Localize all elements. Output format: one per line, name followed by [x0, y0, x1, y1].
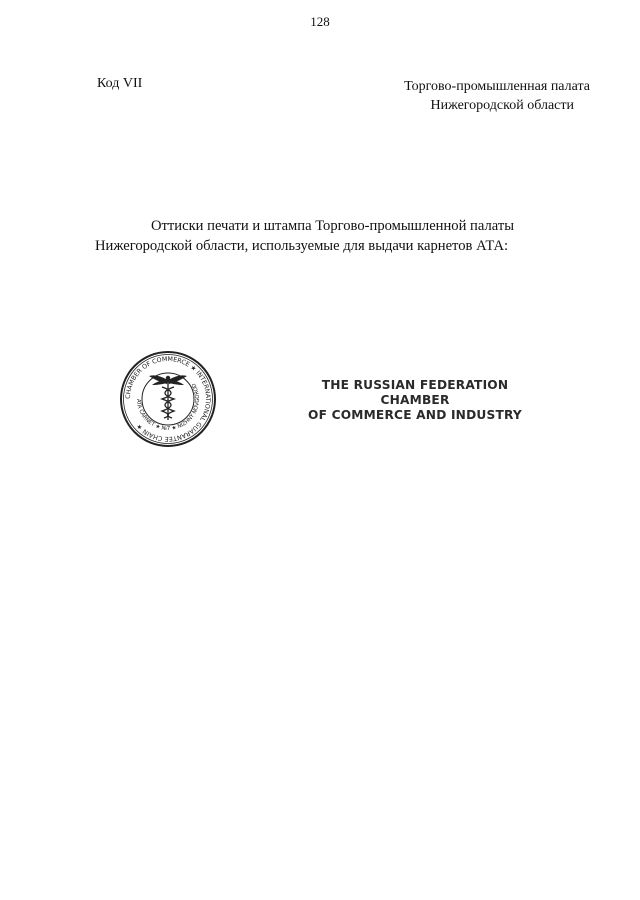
organization-block: [330, 77, 590, 115]
caption-line-2: Нижегородской области, используемые для выдачи карнетов АТА:: [95, 238, 509, 254]
organization-line-2: Нижегородской области: [430, 98, 574, 113]
stamp-line-1: THE RUSSIAN FEDERATION CHAMBER: [321, 378, 509, 407]
seal-outer-text: CHAMBER OF COMMERCE ★ INTERNATIONAL GUARANTEE CHAIN ★: [124, 355, 212, 443]
seal-inner-text: ATA CARNET ★ №7 ★ NIZHNY NOVGOROD: [134, 381, 202, 433]
code-label: Код VII: [97, 76, 143, 91]
caption-line-1: Оттиски печати и штампа Торгово-промышленной палаты: [151, 218, 515, 234]
caption: [95, 216, 545, 256]
stamp-line-2: OF COMMERCE AND INDUSTRY: [308, 408, 522, 422]
page-number: 128: [310, 14, 330, 29]
stamp-text: [290, 378, 540, 423]
organization-line-1: Торгово-промышленная палата: [404, 79, 590, 94]
chamber-seal-icon: [118, 349, 218, 449]
